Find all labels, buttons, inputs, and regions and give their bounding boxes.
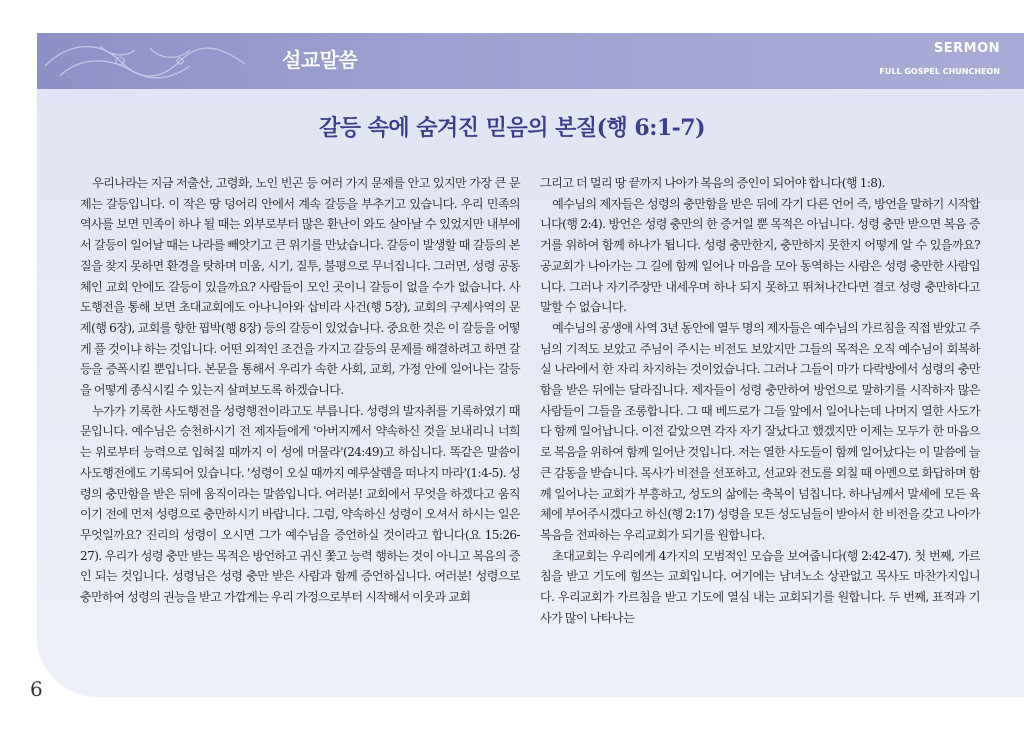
- page-number: 6: [30, 677, 43, 701]
- ornament-swirl-icon: [40, 36, 250, 86]
- paragraph: 예수님의 제자들은 성령의 충만함을 받은 뒤에 각기 다른 언어 즉, 방언을 말하기 시작합니다(행 2:4). 방언은 성령 충만의 한 증거일 뿐 목적은 아닙니다. 성령 충만 받으면 복음 증거를 위하여 함께 하나가 됩니다. 성령 충만한지, 충만하지 못한지 어떻게 알 수 있을까요? 공교회가 나아가는 그 길에 함께 일어나 마음을 모아 동역하는 사람은 성령 충만한 사람입니다. 그러나 자기주장만 내세우며 하나 되지 못하고 뛰쳐나간다면 결코 성령 충만하다고 말할 수 없습니다.: [540, 196, 980, 315]
- left-column: [80, 173, 520, 608]
- paragraph: 누가가 기록한 사도행전을 성령행전이라고도 부릅니다. 성령의 발자취를 기록하였기 때문입니다. 예수님은 승천하시기 전 제자들에게 '아버지께서 약속하신 것을 보내리니 너희는 위로부터 능력으로 입혀질 때까지 이 성에 머물라'(24:49)고 하십니다. 똑같은 말씀이 사도행전에도 기록되어 있습니다. '성령이 오실 때까지 예루살렘을 떠나지 마라'(1:4-5). 성령의 충만함을 받은 뒤에 움직이라는 말씀입니다. 여러분! 교회에서 무엇을 하겠다고 움직이기 전에 먼저 성령으로 충만하시기 바랍니다. 그럼, 약속하신 성령이 오셔서 하시는 일은 무엇일까요? 진리의 성령이 오시면 그가 예수님을 증언하실 것이라고 합니다(요 15:26-27). 우리가 성령 충만 받는 목적은 방언하고 귀신 쫓고 능력 행하는 것이 아니고 복음의 증인 되는 것입니다. 성령님은 성령 충만 받은 사람과 함께 증언하십니다. 여러분! 성령으로 충만하여 성령의 권능을 받고 가깝게는 우리 가정으로부터 시작해서 이웃과 교회: [80, 403, 520, 605]
- paragraph: 초대교회는 우리에게 4가지의 모범적인 모습을 보여줍니다(행 2:42-47). 첫 번째, 가르침을 받고 기도에 힘쓰는 교회입니다. 여기에는 남녀노소 상관없고 목사도 마찬가지입니다. 우리교회가 가르침을 받고 기도에 열심 내는 교회되기를 원합니다. 두 번째, 표적과 기사가 많이 나타나는: [540, 548, 980, 625]
- paragraph: 우리나라는 지금 저출산, 고령화, 노인 빈곤 등 여러 가지 문제를 안고 있지만 가장 큰 문제는 갈등입니다. 이 작은 땅 덩어리 안에서 계속 갈등을 부추기고 있습니다. 우리 민족의 역사를 보면 민족이 하나 될 때는 외부로부터 많은 환난이 와도 살아날 수 있었지만 내부에서 갈등이 일어날 때는 나라를 빼앗기고 큰 위기를 만났습니다. 갈등이 발생할 때 갈등의 본질을 찾지 못하면 환경을 탓하며 미움, 시기, 질투, 불평으로 무너집니다. 그러면, 성령 공동체인 교회 안에도 갈등이 있을까요? 사람들이 모인 곳이니 갈등이 없을 수가 없습니다. 사도행전을 통해 보면 초대교회에도 아나니아와 삽비라 사건(행 5장), 교회의 구제사역의 문제(행 6장), 교회를 향한 핍박(행 8장) 등의 갈등이 있었습니다. 중요한 것은 이 갈등을 어떻게 풀 것이냐 하는 것입니다. 어떤 외적인 조건을 가지고 갈등의 문제를 해결하려고 하면 갈등을 증폭시킬 뿐입니다. 본문을 통해서 우리가 속한 사회, 교회, 가정 안에 일어나는 갈등을 어떻게 종식시킬 수 있는지 살펴보도록 하겠습니다.: [80, 176, 520, 398]
- section-title: 설교말씀: [282, 48, 358, 72]
- paragraph: 그리고 더 멀리 땅 끝까지 나아가 복음의 증인이 되어야 합니다(행 1:8).: [540, 176, 885, 190]
- right-column: [540, 173, 980, 628]
- paragraph: 예수님의 공생애 사역 3년 동안에 열두 명의 제자들은 예수님의 가르침을 직접 받았고 주님의 기적도 보았고 주님이 주시는 비전도 보았지만 그들의 목적은 오직 예수님이 회복하실 나라에서 한 자리 차지하는 것이었습니다. 그러나 그들이 마가 다락방에서 성령의 충만함을 받은 뒤에는 달라집니다. 제자들이 성령 충만하여 방언으로 말하기를 시작하자 많은 사람들이 그들을 조롱합니다. 그 때 베드로가 그들 앞에서 일어나는데 나머지 열한 사도가 다 함께 일어납니다. 이전 같았으면 각자 자기 잘났다고 했겠지만 이제는 모두가 한 마음으로 복음을 위하여 함께 일어난 것입니다. 저는 열한 사도들이 함께 일어났다는 이 말씀에 늘 큰 감동을 받습니다. 목사가 비전을 선포하고, 선교와 전도를 외칠 때 아멘으로 화답하며 함께 일어나는 교회가 부흥하고, 성도의 삶에는 축복이 넘칩니다. 하나님께서 말세에 모든 육체에 부어주시겠다고 하신(행 2:17) 성령을 모든 성도님들이 받아서 한 비전을 갖고 나아가 복음을 전파하는 우리교회가 되기를 원합니다.: [540, 320, 981, 542]
- church-name: FULL GOSPEL CHUNCHEON: [879, 67, 1000, 76]
- article-title: 갈등 속에 숨겨진 믿음의 본질(행 6:1-7): [318, 115, 706, 141]
- section-label-en: SERMON: [933, 41, 1000, 56]
